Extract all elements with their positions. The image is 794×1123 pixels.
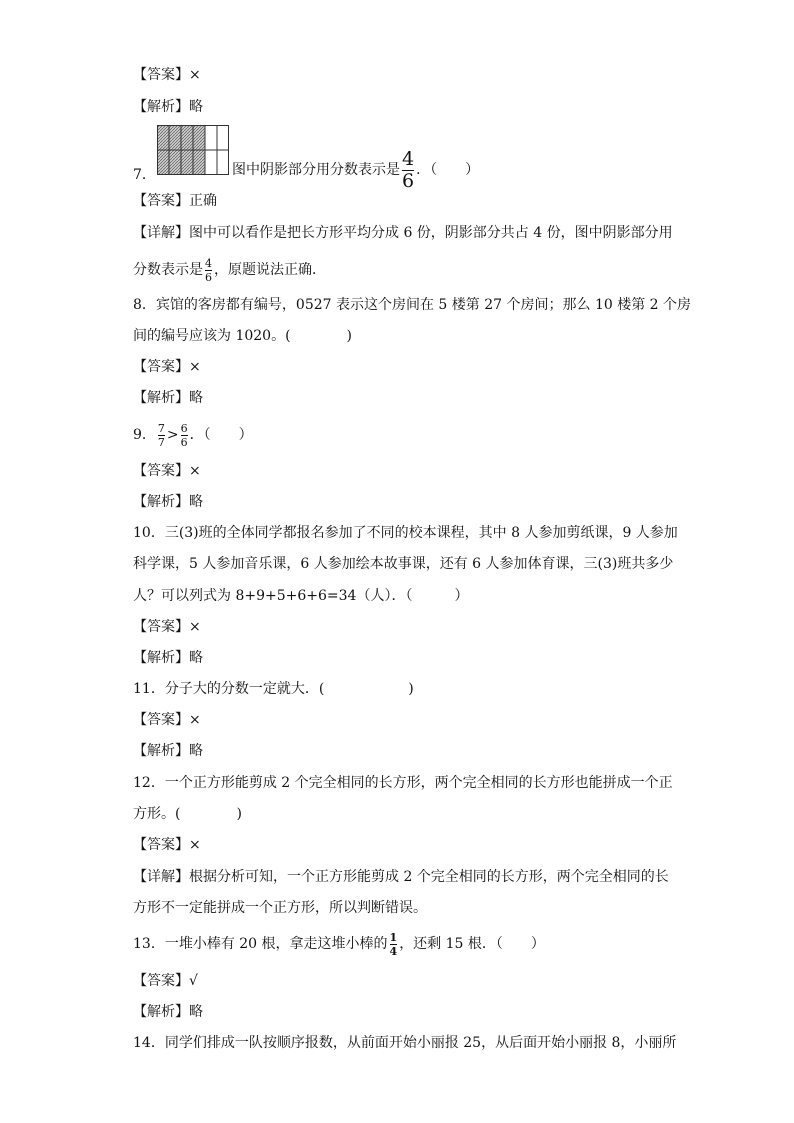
shaded-rectangle-figure — [157, 125, 229, 175]
q12-line1: 12．一个正方形能剪成 2 个完全相同的长方形，两个完全相同的长方形也能拼成一个正 — [133, 775, 673, 791]
q6-answer: 【答案】× — [133, 67, 201, 83]
q7-number: 7． — [133, 167, 156, 183]
q9-fraction-1: $\frac{7}{7}$ — [157, 421, 165, 449]
q9-fraction-2: $\frac{6}{6}$ — [180, 421, 188, 449]
q10-answer: 【答案】× — [133, 619, 201, 635]
q9-question: 9． $\frac{7}{7}$ > $\frac{6}{6}$ ．（ ） — [133, 421, 253, 449]
q12-answer: 【答案】× — [133, 837, 201, 853]
q12-detail-line1: 【详解】根据分析可知，一个正方形能剪成 2 个完全相同的长方形，两个完全相同的长 — [133, 869, 669, 885]
q13-question: 13．一堆小棒有 20 根，拿走这堆小棒的 $\frac{1}{4}$ ，还剩 15 根．（ ） — [133, 930, 545, 958]
q9-analysis: 【解析】略 — [133, 494, 203, 510]
q13-analysis: 【解析】略 — [133, 1004, 203, 1020]
q7-fraction: $\frac{4}{6}$ — [402, 147, 415, 192]
q9-answer: 【答案】× — [133, 463, 201, 479]
q13-fraction: $\frac{1}{4}$ — [389, 930, 398, 958]
q7-answer: 【答案】正确 — [133, 193, 217, 209]
q7-detail-line2: 分数表示是 $\frac{4}{6}$ ，原题说法正确． — [133, 256, 326, 284]
q7-question-text: 图中阴影部分用分数表示是 — [232, 162, 400, 178]
q11-line1: 11．分子大的分数一定就大．( ) — [133, 681, 414, 697]
q6-analysis: 【解析】略 — [133, 99, 203, 115]
q10-analysis: 【解析】略 — [133, 650, 203, 666]
q7-tail: ．（ ） — [416, 162, 480, 178]
q13-answer: 【答案】√ — [133, 973, 198, 989]
q7-question — [232, 148, 479, 192]
q14-line1: 14．同学们排成一队按顺序报数，从前面开始小丽报 25，从后面开始小丽报 8，小丽所 — [133, 1035, 677, 1051]
q8-line1: 8．宾馆的客房都有编号，0527 表示这个房间在 5 楼第 27 个房间；那么 10 楼第 2 个房 — [133, 297, 692, 313]
q12-detail-line2: 方形不一定能拼成一个正方形，所以判断错误。 — [133, 900, 427, 916]
q10-line2: 科学课，5 人参加音乐课，6 人参加绘本故事课，还有 6 人参加体育课，三(3)班共多少 — [133, 556, 674, 572]
q8-answer: 【答案】× — [133, 359, 201, 375]
q7-detail-line1: 【详解】图中可以看作是把长方形平均分成 6 份，阴影部分共占 4 份，图中阴影部分用 — [133, 225, 673, 241]
q10-line3: 人？可以列式为 8+9+5+6+6=34（人）．（ ） — [133, 588, 469, 604]
q10-line1: 10．三(3)班的全体同学都报名参加了不同的校本课程，其中 8 人参加剪纸课，9 人参加 — [133, 525, 678, 541]
q12-line2: 方形。( ) — [133, 806, 242, 822]
q11-analysis: 【解析】略 — [133, 743, 203, 759]
q7-detail-fraction: $\frac{4}{6}$ — [205, 256, 212, 284]
q11-answer: 【答案】× — [133, 712, 201, 728]
q9-operator: > — [166, 427, 179, 443]
q8-analysis: 【解析】略 — [133, 390, 203, 406]
q8-line2: 间的编号应该为 1020。( ) — [133, 328, 353, 344]
